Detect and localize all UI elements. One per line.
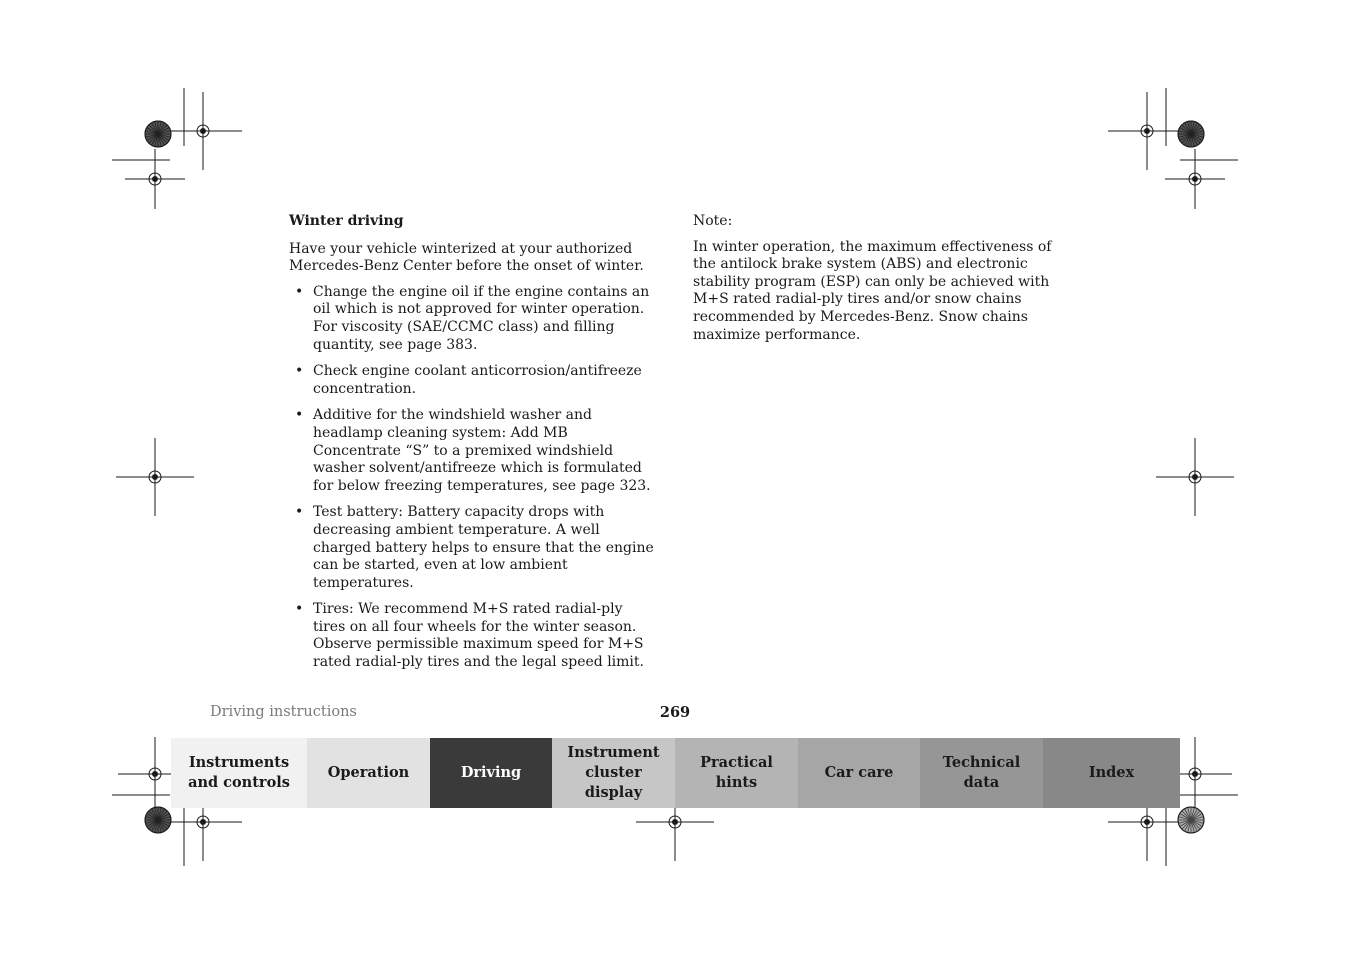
list-item-text: Tires: We recommend M+S rated radial-ply tires on all four wheels for the winter season. Observe permissible maximum speed for M+S rated radial-ply tires and the legal speed limit.	[313, 601, 644, 671]
tab-label: Operation	[327, 764, 410, 781]
tab-instruments-and-controls[interactable]	[171, 738, 307, 808]
list-item-text: Check engine coolant anticorrosion/antifreeze concentration.	[313, 363, 642, 397]
tab-label: Car care	[824, 764, 894, 781]
list-item-text: Change the engine oil if the engine contains an oil which is not approved for winter operation. For viscosity (SAE/CCMC class) and filling quantity, see page 383.	[313, 283, 650, 353]
chapter-tabs	[171, 738, 1180, 808]
section-name: Driving instructions	[210, 704, 357, 720]
tab-operation[interactable]	[307, 738, 430, 808]
tab-car-care[interactable]	[798, 738, 920, 808]
bullet-icon: •	[295, 407, 304, 424]
note-text: In winter operation, the maximum effectiveness of the antilock brake system (ABS) and electronic stability program (ESP) can only be achieved with M+S rated radial-ply tires and/or snow chains recommended by Mercedes-Benz. Snow chains maximize performance.	[693, 238, 1052, 343]
section-heading: Winter driving	[289, 213, 404, 229]
list-item-text: Additive for the windshield washer and headlamp cleaning system: Add MB Concentrate “S” to a premixed windshield washer solvent/antifreeze which is formulated for below freezing temperatures, see page 323.	[313, 407, 651, 494]
bullet-icon: •	[295, 363, 304, 380]
checklist	[289, 284, 659, 672]
bullet-icon: •	[295, 283, 304, 300]
list-item	[289, 601, 659, 671]
bullet-icon: •	[295, 601, 304, 618]
tab-instrument-cluster-display[interactable]	[552, 738, 675, 808]
tab-label: Index	[1088, 764, 1135, 781]
list-item	[289, 363, 659, 398]
page-number: 269	[659, 704, 691, 721]
list-item	[289, 504, 659, 592]
tab-index[interactable]	[1043, 738, 1180, 808]
list-item-text: Test battery: Battery capacity drops with decreasing ambient temperature. A well charged battery helps to ensure that the engine can be started, even at low ambient temperatures.	[313, 504, 654, 591]
tab-technical-data[interactable]	[920, 738, 1043, 808]
note-column	[693, 213, 1063, 352]
bullet-icon: •	[295, 504, 304, 521]
tab-practical-hints[interactable]	[675, 738, 798, 808]
main-column	[289, 213, 659, 681]
list-item	[289, 407, 659, 495]
intro-paragraph: Have your vehicle winterized at your authorized Mercedes-Benz Center before the onset of winter.	[289, 240, 644, 275]
tab-label: Instruments and controls	[188, 754, 290, 791]
list-item	[289, 284, 659, 354]
note-label: Note:	[693, 213, 733, 229]
tab-label: Driving	[460, 764, 522, 781]
tab-label: Practical hints	[700, 754, 773, 791]
tab-driving[interactable]	[430, 738, 552, 808]
tab-label: Instrument cluster display	[567, 744, 660, 801]
tab-label: Technical data	[942, 754, 1021, 791]
